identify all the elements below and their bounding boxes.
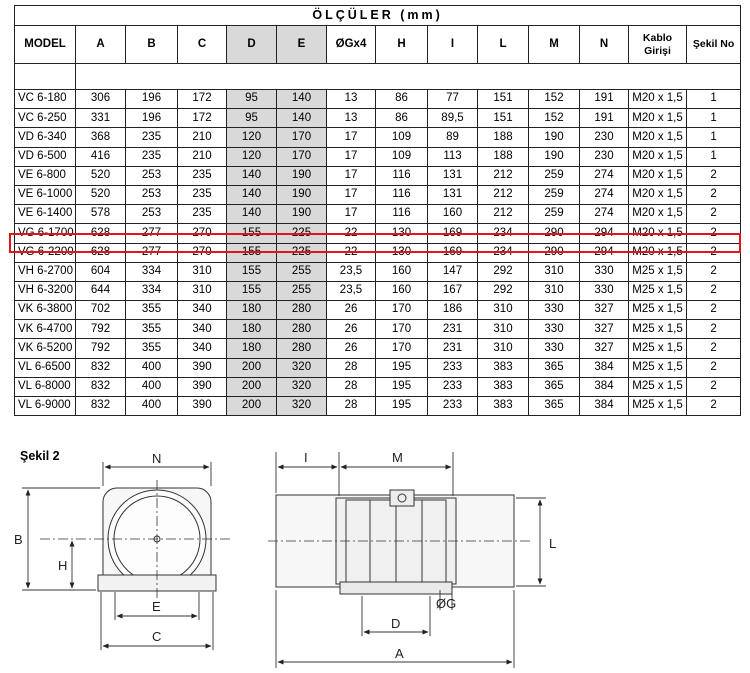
table-row (15, 358, 741, 377)
cell-model: VE 6-800 (15, 166, 76, 185)
cell-h: 130 (376, 243, 428, 262)
cell-l: 212 (478, 205, 529, 224)
header-g: ØGx4 (327, 26, 376, 64)
cell-a: 832 (76, 377, 126, 396)
cell-cable-entry: M25 x 1,5 (629, 262, 687, 281)
cell-cable-entry: M25 x 1,5 (629, 339, 687, 358)
cell-m: 259 (529, 166, 580, 185)
cell-e: 190 (277, 185, 327, 204)
cell-m: 259 (529, 185, 580, 204)
cell-d: 200 (227, 397, 277, 416)
spacer-cell (76, 64, 741, 90)
cell-g: 22 (327, 224, 376, 243)
cell-c: 340 (178, 339, 227, 358)
cell-g: 23,5 (327, 281, 376, 300)
cell-model: VD 6-500 (15, 147, 76, 166)
cell-g: 23,5 (327, 262, 376, 281)
cell-model: VC 6-250 (15, 109, 76, 128)
cell-m: 290 (529, 224, 580, 243)
cell-e: 320 (277, 358, 327, 377)
cell-h: 195 (376, 358, 428, 377)
cell-n: 294 (580, 224, 629, 243)
cell-n: 274 (580, 185, 629, 204)
cell-cable-entry: M20 x 1,5 (629, 224, 687, 243)
cell-model: VD 6-340 (15, 128, 76, 147)
cell-m: 330 (529, 339, 580, 358)
cell-b: 400 (126, 358, 178, 377)
cell-n: 230 (580, 147, 629, 166)
cell-e: 320 (277, 377, 327, 396)
header-m: M (529, 26, 580, 64)
cell-d: 120 (227, 147, 277, 166)
table-row (15, 185, 741, 204)
cell-a: 578 (76, 205, 126, 224)
cell-a: 792 (76, 339, 126, 358)
cell-figure-no: 2 (687, 397, 741, 416)
cell-b: 235 (126, 128, 178, 147)
cell-n: 327 (580, 339, 629, 358)
cell-l: 383 (478, 358, 529, 377)
cell-d: 140 (227, 185, 277, 204)
cell-g: 28 (327, 358, 376, 377)
cell-h: 86 (376, 90, 428, 109)
dim-label-e: E (152, 599, 161, 614)
dim-label-b: B (14, 532, 23, 547)
cell-i: 89 (428, 128, 478, 147)
header-figure-no: Şekil No (687, 26, 741, 64)
table-row (15, 377, 741, 396)
cell-i: 231 (428, 339, 478, 358)
cell-a: 416 (76, 147, 126, 166)
cell-model: VG 6-2200 (15, 243, 76, 262)
cell-l: 234 (478, 243, 529, 262)
cell-g: 17 (327, 185, 376, 204)
cell-g: 28 (327, 377, 376, 396)
cell-cable-entry: M20 x 1,5 (629, 166, 687, 185)
side-view (268, 490, 530, 594)
cell-b: 400 (126, 397, 178, 416)
cell-h: 170 (376, 301, 428, 320)
cell-figure-no: 2 (687, 320, 741, 339)
cell-figure-no: 2 (687, 339, 741, 358)
cell-e: 140 (277, 109, 327, 128)
cell-h: 160 (376, 281, 428, 300)
cell-cable-entry: M25 x 1,5 (629, 281, 687, 300)
cell-g: 22 (327, 243, 376, 262)
cell-cable-entry: M20 x 1,5 (629, 147, 687, 166)
cell-n: 191 (580, 109, 629, 128)
cell-cable-entry: M20 x 1,5 (629, 128, 687, 147)
cell-i: 147 (428, 262, 478, 281)
cell-c: 340 (178, 301, 227, 320)
cell-g: 26 (327, 339, 376, 358)
cell-e: 255 (277, 281, 327, 300)
header-model: MODEL (15, 26, 76, 64)
cell-e: 280 (277, 320, 327, 339)
header-e: E (277, 26, 327, 64)
cell-m: 190 (529, 147, 580, 166)
cell-i: 169 (428, 243, 478, 262)
cell-i: 233 (428, 397, 478, 416)
cell-model: VC 6-180 (15, 90, 76, 109)
cell-e: 140 (277, 90, 327, 109)
cell-figure-no: 1 (687, 109, 741, 128)
cell-m: 310 (529, 262, 580, 281)
cell-c: 235 (178, 205, 227, 224)
cell-i: 231 (428, 320, 478, 339)
cell-n: 274 (580, 205, 629, 224)
dimensions-table (14, 5, 741, 416)
cell-m: 190 (529, 128, 580, 147)
front-view (40, 480, 230, 600)
cell-model: VK 6-5200 (15, 339, 76, 358)
header-cable-entry (629, 26, 687, 64)
cell-d: 155 (227, 262, 277, 281)
cell-h: 170 (376, 339, 428, 358)
cell-e: 190 (277, 166, 327, 185)
cell-m: 365 (529, 358, 580, 377)
cell-c: 172 (178, 90, 227, 109)
table-row (15, 281, 741, 300)
cell-c: 390 (178, 397, 227, 416)
table-row (15, 301, 741, 320)
cell-d: 140 (227, 205, 277, 224)
dim-label-n: N (152, 451, 162, 466)
header-h: H (376, 26, 428, 64)
cell-e: 170 (277, 147, 327, 166)
cell-b: 196 (126, 90, 178, 109)
cell-b: 253 (126, 205, 178, 224)
cell-l: 310 (478, 339, 529, 358)
spacer-cell (15, 64, 76, 90)
cell-a: 832 (76, 358, 126, 377)
cell-c: 390 (178, 358, 227, 377)
cell-e: 280 (277, 339, 327, 358)
cell-b: 253 (126, 166, 178, 185)
cell-d: 200 (227, 358, 277, 377)
cell-d: 120 (227, 128, 277, 147)
side-base-foot (340, 582, 452, 594)
cell-model: VL 6-9000 (15, 397, 76, 416)
cell-a: 628 (76, 224, 126, 243)
cell-model: VK 6-3800 (15, 301, 76, 320)
dim-label-d: D (391, 616, 401, 631)
cell-h: 116 (376, 166, 428, 185)
cell-c: 235 (178, 185, 227, 204)
cell-a: 628 (76, 243, 126, 262)
cell-n: 384 (580, 397, 629, 416)
cell-b: 355 (126, 339, 178, 358)
dim-label-l: L (549, 536, 557, 551)
cell-c: 172 (178, 109, 227, 128)
cell-i: 77 (428, 90, 478, 109)
cell-a: 368 (76, 128, 126, 147)
cell-n: 327 (580, 320, 629, 339)
cell-a: 832 (76, 397, 126, 416)
cell-h: 109 (376, 128, 428, 147)
cell-e: 190 (277, 205, 327, 224)
dim-label-h: H (58, 558, 68, 573)
cell-m: 365 (529, 377, 580, 396)
cell-d: 180 (227, 339, 277, 358)
cell-b: 400 (126, 377, 178, 396)
cell-n: 384 (580, 358, 629, 377)
table-row (15, 262, 741, 281)
cell-figure-no: 2 (687, 281, 741, 300)
cell-m: 330 (529, 301, 580, 320)
cell-n: 330 (580, 262, 629, 281)
cell-l: 292 (478, 262, 529, 281)
cell-c: 210 (178, 128, 227, 147)
cell-cable-entry: M20 x 1,5 (629, 185, 687, 204)
cell-d: 155 (227, 224, 277, 243)
cell-b: 277 (126, 224, 178, 243)
cell-i: 131 (428, 166, 478, 185)
cell-a: 604 (76, 262, 126, 281)
cell-i: 186 (428, 301, 478, 320)
cell-l: 188 (478, 147, 529, 166)
cell-cable-entry: M25 x 1,5 (629, 358, 687, 377)
cell-d: 180 (227, 301, 277, 320)
cell-h: 160 (376, 262, 428, 281)
cell-i: 113 (428, 147, 478, 166)
cell-figure-no: 1 (687, 147, 741, 166)
cell-model: VH 6-2700 (15, 262, 76, 281)
cell-l: 234 (478, 224, 529, 243)
table-row (15, 224, 741, 243)
cell-n: 274 (580, 166, 629, 185)
cell-c: 340 (178, 320, 227, 339)
cell-h: 86 (376, 109, 428, 128)
cell-h: 195 (376, 397, 428, 416)
cell-g: 13 (327, 90, 376, 109)
cell-d: 155 (227, 243, 277, 262)
cell-m: 330 (529, 320, 580, 339)
header-l: L (478, 26, 529, 64)
cell-figure-no: 1 (687, 128, 741, 147)
cell-l: 151 (478, 90, 529, 109)
cell-figure-no: 2 (687, 185, 741, 204)
cell-l: 188 (478, 128, 529, 147)
cell-d: 155 (227, 281, 277, 300)
cell-figure-no: 2 (687, 224, 741, 243)
cell-model: VG 6-1700 (15, 224, 76, 243)
cell-model: VL 6-6500 (15, 358, 76, 377)
table-row (15, 147, 741, 166)
cell-n: 230 (580, 128, 629, 147)
cell-c: 235 (178, 166, 227, 185)
cell-l: 383 (478, 377, 529, 396)
cell-i: 167 (428, 281, 478, 300)
cell-a: 331 (76, 109, 126, 128)
cell-g: 17 (327, 205, 376, 224)
cell-l: 310 (478, 320, 529, 339)
cell-model: VE 6-1400 (15, 205, 76, 224)
cell-e: 225 (277, 243, 327, 262)
cell-c: 270 (178, 243, 227, 262)
cell-e: 170 (277, 128, 327, 147)
figure-label: Şekil 2 (20, 449, 60, 463)
cell-b: 253 (126, 185, 178, 204)
header-cable-line2: Girişi (644, 44, 671, 57)
cell-cable-entry: M20 x 1,5 (629, 205, 687, 224)
header-i: I (428, 26, 478, 64)
cell-m: 152 (529, 109, 580, 128)
cell-c: 310 (178, 262, 227, 281)
cell-b: 334 (126, 262, 178, 281)
table-row (15, 205, 741, 224)
cell-i: 233 (428, 377, 478, 396)
cell-g: 26 (327, 301, 376, 320)
cell-model: VL 6-8000 (15, 377, 76, 396)
table-title: ÖLÇÜLER (mm) (15, 6, 741, 26)
cell-e: 225 (277, 224, 327, 243)
cell-d: 95 (227, 109, 277, 128)
cell-h: 116 (376, 205, 428, 224)
cell-g: 26 (327, 320, 376, 339)
cell-a: 520 (76, 185, 126, 204)
dim-label-g: ØG (436, 596, 457, 611)
cell-g: 13 (327, 109, 376, 128)
dimension-drawing (0, 440, 750, 673)
cell-b: 196 (126, 109, 178, 128)
cell-l: 383 (478, 397, 529, 416)
table-row (15, 320, 741, 339)
cell-c: 210 (178, 147, 227, 166)
cell-c: 310 (178, 281, 227, 300)
cell-e: 280 (277, 301, 327, 320)
table-row (15, 109, 741, 128)
table-row (15, 166, 741, 185)
cell-b: 235 (126, 147, 178, 166)
cell-figure-no: 2 (687, 301, 741, 320)
cell-h: 195 (376, 377, 428, 396)
cell-figure-no: 2 (687, 205, 741, 224)
cell-figure-no: 2 (687, 358, 741, 377)
cell-g: 28 (327, 397, 376, 416)
table-body (15, 90, 741, 416)
table-row (15, 339, 741, 358)
cell-a: 792 (76, 320, 126, 339)
cell-g: 17 (327, 147, 376, 166)
cell-b: 334 (126, 281, 178, 300)
cell-e: 320 (277, 397, 327, 416)
cable-entry-box (390, 490, 414, 506)
cell-i: 233 (428, 358, 478, 377)
dim-label-c: C (152, 629, 162, 644)
cell-i: 169 (428, 224, 478, 243)
cell-a: 644 (76, 281, 126, 300)
cell-b: 277 (126, 243, 178, 262)
table-row (15, 128, 741, 147)
cell-n: 330 (580, 281, 629, 300)
cell-n: 384 (580, 377, 629, 396)
cell-h: 170 (376, 320, 428, 339)
cell-c: 390 (178, 377, 227, 396)
cell-cable-entry: M20 x 1,5 (629, 90, 687, 109)
cell-m: 290 (529, 243, 580, 262)
cell-i: 131 (428, 185, 478, 204)
cell-a: 306 (76, 90, 126, 109)
cell-m: 310 (529, 281, 580, 300)
cell-d: 95 (227, 90, 277, 109)
dim-label-a: A (395, 646, 404, 661)
header-a: A (76, 26, 126, 64)
cell-model: VK 6-4700 (15, 320, 76, 339)
cell-i: 89,5 (428, 109, 478, 128)
header-c: C (178, 26, 227, 64)
cell-cable-entry: M25 x 1,5 (629, 301, 687, 320)
cell-cable-entry: M25 x 1,5 (629, 397, 687, 416)
table-row (15, 90, 741, 109)
cell-l: 151 (478, 109, 529, 128)
cell-l: 292 (478, 281, 529, 300)
cell-l: 212 (478, 166, 529, 185)
dim-label-m: M (392, 450, 403, 465)
header-b: B (126, 26, 178, 64)
header-cable-line1: Kablo (642, 32, 673, 45)
table-row (15, 243, 741, 262)
cell-d: 180 (227, 320, 277, 339)
cell-m: 259 (529, 205, 580, 224)
cell-model: VE 6-1000 (15, 185, 76, 204)
cell-b: 355 (126, 301, 178, 320)
cell-a: 520 (76, 166, 126, 185)
cell-cable-entry: M20 x 1,5 (629, 109, 687, 128)
cell-model: VH 6-3200 (15, 281, 76, 300)
header-n: N (580, 26, 629, 64)
cell-h: 109 (376, 147, 428, 166)
cell-n: 294 (580, 243, 629, 262)
cell-d: 140 (227, 166, 277, 185)
cell-g: 17 (327, 166, 376, 185)
cell-figure-no: 2 (687, 243, 741, 262)
cell-m: 152 (529, 90, 580, 109)
cell-c: 270 (178, 224, 227, 243)
header-d: D (227, 26, 277, 64)
cell-l: 212 (478, 185, 529, 204)
cell-l: 310 (478, 301, 529, 320)
cell-figure-no: 2 (687, 262, 741, 281)
cell-e: 255 (277, 262, 327, 281)
cell-n: 327 (580, 301, 629, 320)
cell-m: 365 (529, 397, 580, 416)
cell-a: 702 (76, 301, 126, 320)
cell-figure-no: 1 (687, 90, 741, 109)
cell-figure-no: 2 (687, 377, 741, 396)
cell-h: 116 (376, 185, 428, 204)
cell-h: 130 (376, 224, 428, 243)
cell-b: 355 (126, 320, 178, 339)
cell-cable-entry: M20 x 1,5 (629, 243, 687, 262)
cell-n: 191 (580, 90, 629, 109)
cell-d: 200 (227, 377, 277, 396)
cell-cable-entry: M25 x 1,5 (629, 320, 687, 339)
cell-i: 160 (428, 205, 478, 224)
cell-figure-no: 2 (687, 166, 741, 185)
cell-cable-entry: M25 x 1,5 (629, 377, 687, 396)
cell-g: 17 (327, 128, 376, 147)
dim-label-i: I (304, 450, 308, 465)
table-row (15, 397, 741, 416)
